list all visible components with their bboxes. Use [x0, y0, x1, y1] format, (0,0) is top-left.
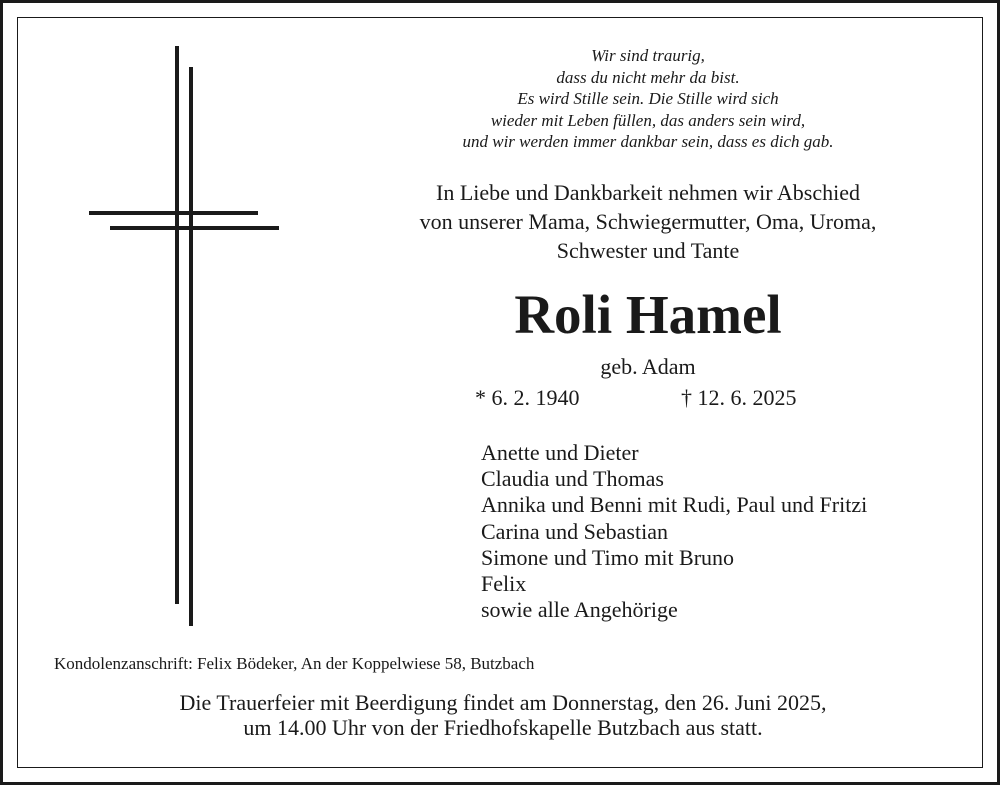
mourner-entry: Annika und Benni mit Rudi, Paul und Fritzi: [481, 492, 868, 518]
farewell-intro: [363, 178, 933, 265]
mourner-entry: Simone und Timo mit Bruno: [481, 544, 735, 570]
cross-vertical-bar-left: [175, 46, 179, 604]
cross-horizontal-bar-bottom: [110, 226, 279, 230]
mourner-entry: sowie alle Angehörige: [481, 597, 678, 623]
deceased-name: Roli Hamel: [514, 284, 782, 345]
poem-line: Es wird Stille sein. Die Stille wird sich: [517, 89, 779, 108]
poem-line: dass du nicht mehr da bist.: [556, 67, 740, 87]
condolence-address: Kondolenzanschrift: Felix Bödeker, An der Koppelwiese 58, Butzbach: [54, 654, 535, 673]
cross-vertical-bar-right: [189, 67, 193, 626]
intro-line: Schwester und Tante: [556, 238, 740, 263]
mourner-entry: Claudia und Thomas: [481, 466, 664, 492]
mourners-list: [481, 440, 961, 623]
funeral-info: [43, 690, 963, 740]
poem-line: wieder mit Leben füllen, das anders sein wird,: [490, 110, 806, 130]
mourner-entry: Anette und Dieter: [481, 440, 639, 465]
poem-line: Wir sind traurig,: [591, 46, 705, 65]
birth-name: geb. Adam: [600, 354, 696, 379]
mourner-entry: Carina und Sebastian: [481, 518, 668, 544]
cross-horizontal-bar-top: [89, 211, 258, 215]
poem-line: und wir werden immer dankbar sein, dass es dich gab.: [462, 132, 834, 151]
intro-line: von unserer Mama, Schwiegermutter, Oma, Uroma,: [419, 209, 877, 234]
death-date: † 12. 6. 2025: [681, 385, 797, 410]
birth-date: * 6. 2. 1940: [475, 385, 580, 410]
funeral-line: Die Trauerfeier mit Beerdigung findet am Donnerstag, den 26. Juni 2025,: [179, 690, 827, 715]
funeral-line: um 14.00 Uhr von der Friedhofskapelle Butzbach aus statt.: [243, 715, 763, 740]
memorial-poem: [403, 45, 893, 153]
intro-line: In Liebe und Dankbarkeit nehmen wir Abschied: [436, 180, 860, 205]
mourner-entry: Felix: [481, 571, 527, 597]
